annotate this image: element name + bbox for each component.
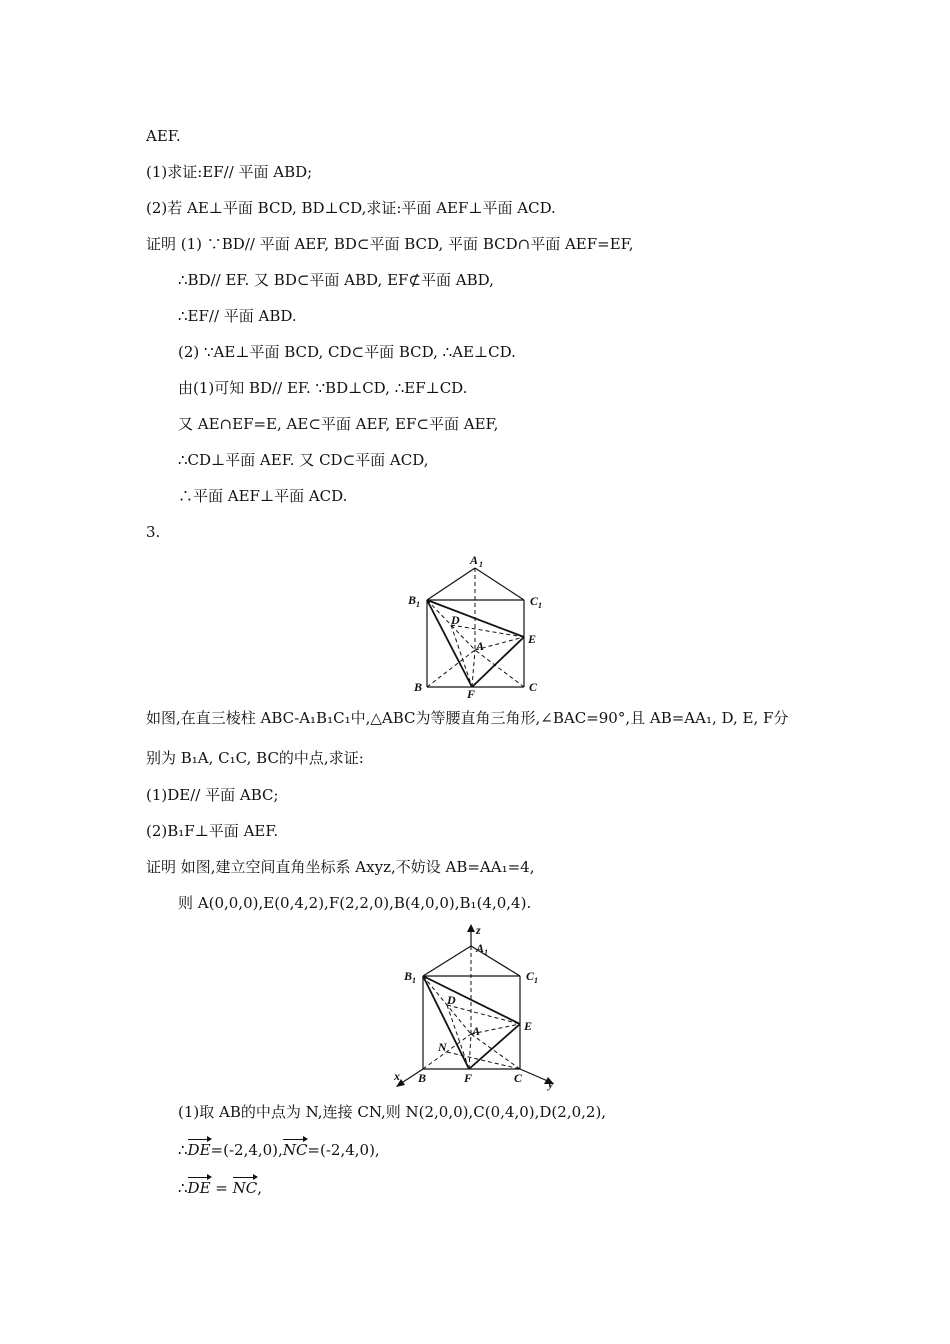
- label-z: z: [476, 923, 481, 937]
- vector-value: =(-2,4,0),: [307, 1141, 380, 1159]
- label-f: F: [467, 687, 476, 700]
- label-d: D: [451, 613, 460, 627]
- label-n: N: [438, 1040, 447, 1054]
- vector-nc: NC: [233, 1175, 258, 1198]
- label-c: C: [529, 680, 538, 694]
- text-line: (1)DE// 平面 ABC;: [146, 786, 279, 804]
- text-line: 别为 B₁A, C₁C, BC的中点,求证:: [146, 749, 364, 767]
- text-line: 证明 (1) ∵BD// 平面 AEF, BD⊂平面 BCD, 平面 BCD∩平面 AEF=EF,: [146, 235, 634, 253]
- label-a1: A: [470, 553, 479, 567]
- label-subscript: 1: [412, 976, 416, 985]
- text-line: (1)取 AB的中点为 N,连接 CN,则 N(2,0,0),C(0,4,0),D(2,0,2),: [178, 1103, 607, 1121]
- vector-line-1: [178, 1137, 380, 1160]
- text-line: ∴CD⊥平面 AEF. 又 CD⊂平面 ACD,: [178, 451, 429, 469]
- label-a1: A: [476, 941, 485, 955]
- vector-line-2: [178, 1175, 262, 1198]
- label-c1: C: [530, 594, 539, 608]
- vector-de: DE: [188, 1137, 211, 1160]
- text-line: 由(1)可知 BD// EF. ∵BD⊥CD, ∴EF⊥CD.: [178, 379, 468, 397]
- text-line: (2) ∵AE⊥平面 BCD, CD⊂平面 BCD, ∴AE⊥CD.: [178, 343, 516, 361]
- text-line: 证明 如图,建立空间直角坐标系 Axyz,不妨设 AB=AA₁=4,: [146, 858, 535, 876]
- prism-figure-2: [392, 922, 567, 1092]
- label-a: A: [476, 639, 485, 653]
- text-line: 又 AE∩EF=E, AE⊂平面 AEF, EF⊂平面 AEF,: [178, 415, 499, 433]
- vector-de: DE: [188, 1175, 211, 1198]
- label-b1: B: [408, 593, 417, 607]
- therefore-symbol: ∴: [178, 1141, 188, 1159]
- problem-number: 3.: [146, 523, 161, 541]
- label-b: B: [418, 1071, 427, 1085]
- label-subscript: 1: [534, 976, 538, 985]
- label-f: F: [464, 1071, 473, 1085]
- vector-nc: NC: [283, 1137, 308, 1160]
- label-c: C: [514, 1071, 523, 1085]
- text-line: (2)若 AE⊥平面 BCD, BD⊥CD,求证:平面 AEF⊥平面 ACD.: [146, 199, 556, 217]
- label-y: y: [548, 1077, 554, 1091]
- label-e: E: [528, 632, 537, 646]
- text-line: 如图,在直三棱柱 ABC-A₁B₁C₁中,△ABC为等腰直角三角形,∠BAC=90°,且 AB=AA₁, D, E, F分: [146, 709, 789, 727]
- label-c1: C: [526, 969, 535, 983]
- label-x: x: [394, 1069, 400, 1083]
- text-line: ∴平面 AEF⊥平面 ACD.: [178, 487, 348, 505]
- equals-sign: =: [210, 1179, 233, 1197]
- text-line: (1)求证:EF// 平面 ABD;: [146, 163, 313, 181]
- label-d: D: [447, 993, 456, 1007]
- text-line: ∴BD// EF. 又 BD⊂平面 ABD, EF⊄平面 ABD,: [178, 271, 494, 289]
- label-subscript: 1: [538, 601, 542, 610]
- label-b: B: [414, 680, 423, 694]
- vector-value: =(-2,4,0),: [210, 1141, 283, 1159]
- label-a: A: [472, 1024, 481, 1038]
- label-subscript: 1: [416, 600, 420, 609]
- text-line: ∴EF// 平面 ABD.: [178, 307, 297, 325]
- label-b1: B: [404, 969, 413, 983]
- therefore-symbol: ∴: [178, 1179, 188, 1197]
- text-line: AEF.: [146, 127, 181, 145]
- label-e: E: [524, 1019, 533, 1033]
- label-subscript: 1: [484, 948, 488, 957]
- comma: ,: [257, 1179, 263, 1197]
- text-line: (2)B₁F⊥平面 AEF.: [146, 822, 279, 840]
- text-line: 则 A(0,0,0),E(0,4,2),F(2,2,0),B(4,0,0),B₁(4,0,4).: [178, 894, 532, 912]
- prism-figure-1: [400, 550, 560, 700]
- label-subscript: 1: [479, 560, 483, 569]
